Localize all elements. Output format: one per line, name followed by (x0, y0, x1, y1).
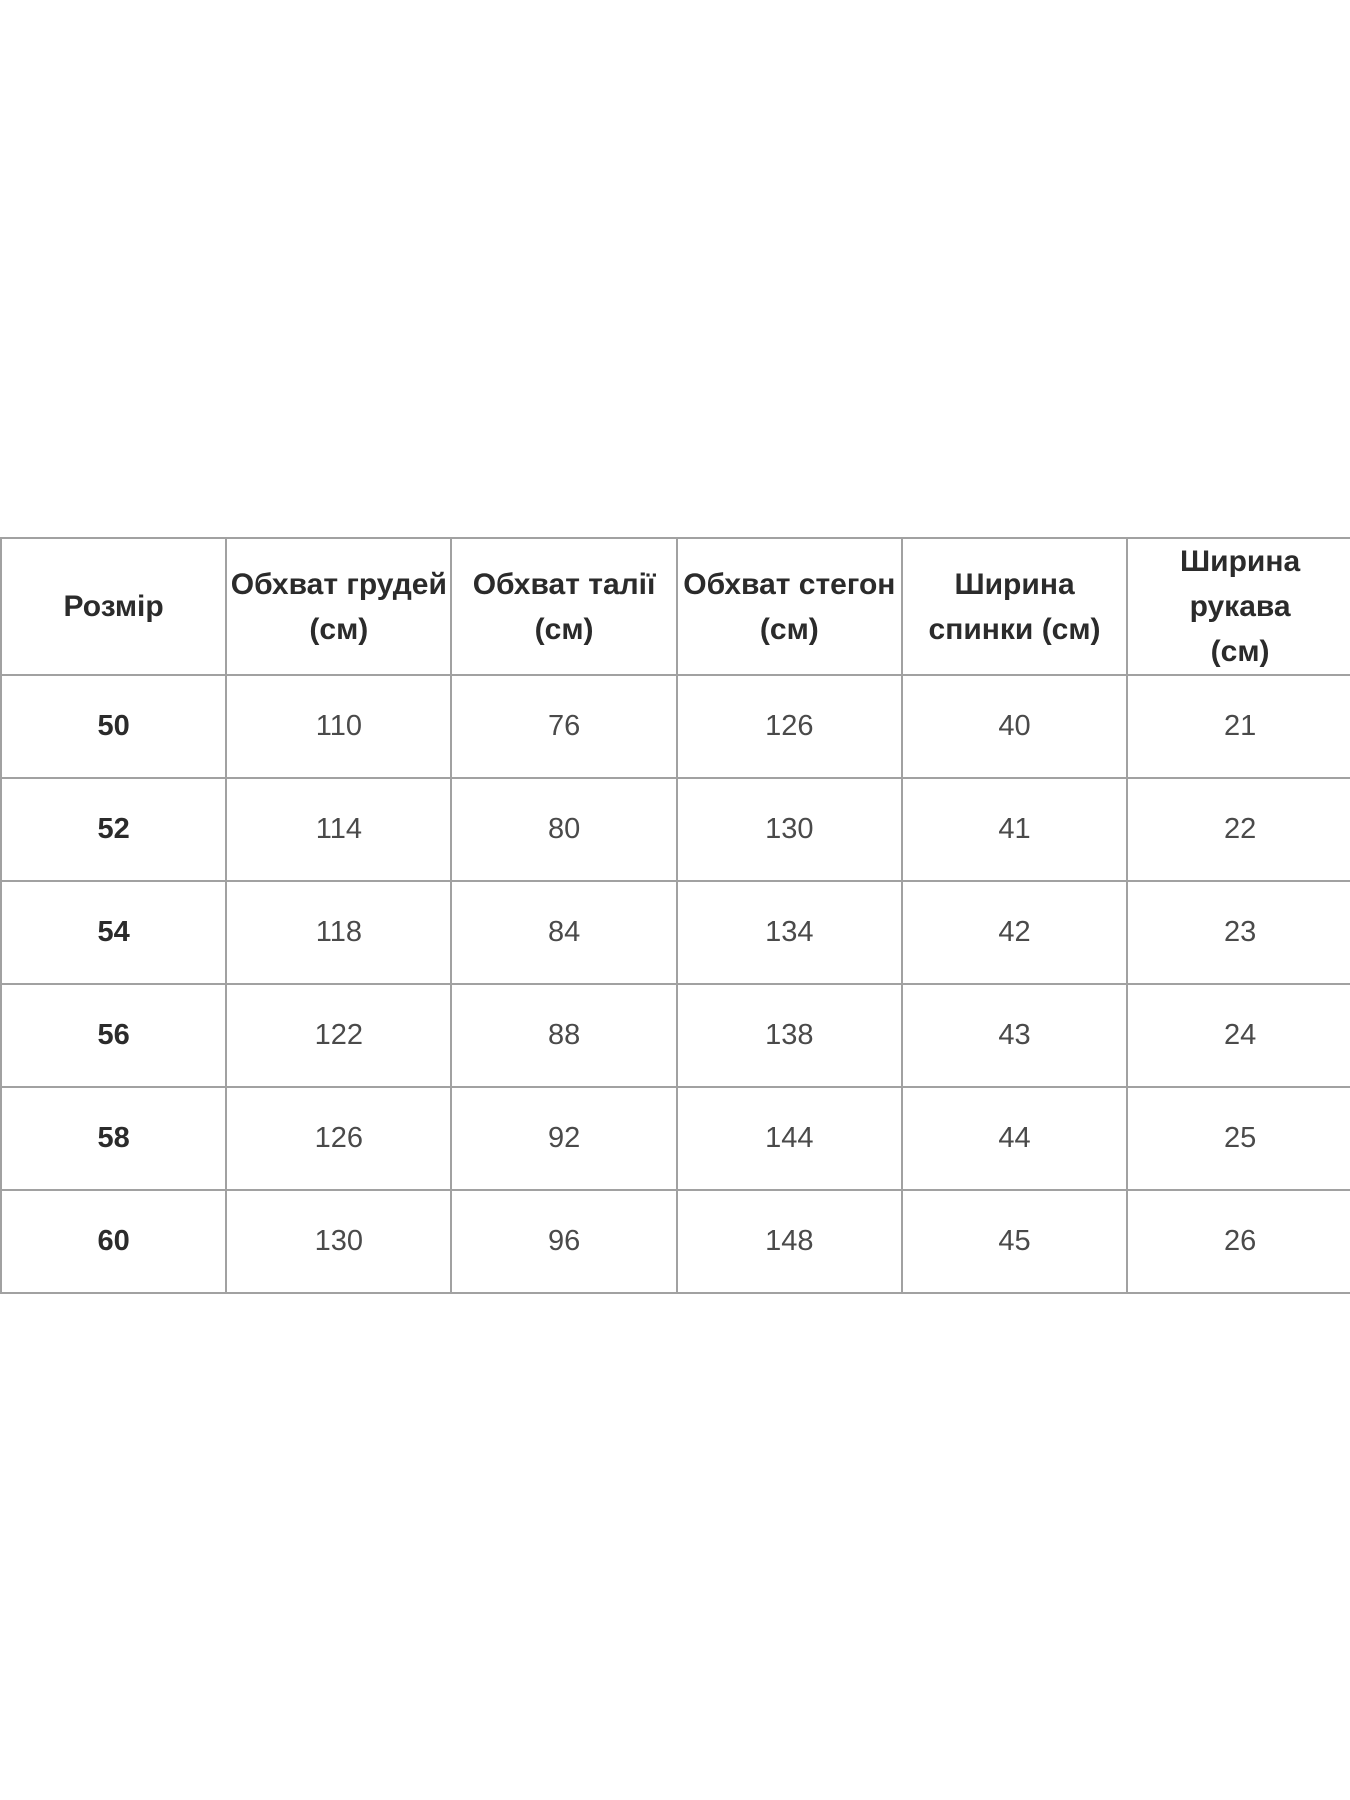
cell-waist: 84 (451, 881, 676, 984)
cell-sleeve-width: 23 (1127, 881, 1350, 984)
column-header-waist-line1: Обхват талії (472, 567, 656, 601)
column-header-size-label: Розмір (63, 590, 164, 623)
column-header-sleeve-width (1127, 538, 1350, 675)
cell-size: 52 (1, 778, 226, 881)
table-row-size-54 (1, 881, 1350, 984)
column-header-sleeve-width-line1: Ширина рукава (1180, 545, 1301, 623)
cell-chest: 122 (226, 984, 451, 1087)
column-header-chest (226, 538, 451, 675)
cell-chest: 110 (226, 675, 451, 778)
cell-sleeve-width: 24 (1127, 984, 1350, 1087)
cell-hips: 144 (677, 1087, 902, 1190)
column-header-size (1, 538, 226, 675)
cell-hips: 134 (677, 881, 902, 984)
column-header-sleeve-width-line2: (см) (1210, 635, 1270, 668)
cell-back-width: 43 (902, 984, 1127, 1087)
cell-back-width: 41 (902, 778, 1127, 881)
cell-size: 54 (1, 881, 226, 984)
cell-size: 58 (1, 1087, 226, 1190)
cell-hips: 148 (677, 1190, 902, 1293)
cell-sleeve-width: 22 (1127, 778, 1350, 881)
cell-back-width: 42 (902, 881, 1127, 984)
column-header-back-width (902, 538, 1127, 675)
cell-chest: 118 (226, 881, 451, 984)
cell-waist: 96 (451, 1190, 676, 1293)
column-header-hips (677, 538, 902, 675)
cell-waist: 76 (451, 675, 676, 778)
cell-hips: 130 (677, 778, 902, 881)
column-header-back-width-line2: спинки (см) (928, 612, 1101, 646)
cell-sleeve-width: 26 (1127, 1190, 1350, 1293)
cell-waist: 80 (451, 778, 676, 881)
cell-chest: 114 (226, 778, 451, 881)
table-row-size-50 (1, 675, 1350, 778)
cell-size: 60 (1, 1190, 226, 1293)
column-header-waist (451, 538, 676, 675)
cell-size: 56 (1, 984, 226, 1087)
cell-size: 50 (1, 675, 226, 778)
cell-back-width: 44 (902, 1087, 1127, 1190)
column-header-waist-line2: (см) (534, 612, 594, 646)
column-header-chest-line1: Обхват грудей (230, 567, 447, 601)
size-chart-table (0, 537, 1350, 1294)
column-header-hips-line2: (см) (759, 612, 819, 646)
table-row-size-56 (1, 984, 1350, 1087)
column-header-hips-line1: Обхват стегон (683, 567, 896, 601)
column-header-back-width-line1: Ширина (954, 567, 1075, 601)
cell-chest: 126 (226, 1087, 451, 1190)
cell-back-width: 45 (902, 1190, 1127, 1293)
column-header-chest-line2: (см) (309, 612, 369, 646)
cell-sleeve-width: 21 (1127, 675, 1350, 778)
table-row-size-52 (1, 778, 1350, 881)
table-row-size-58 (1, 1087, 1350, 1190)
cell-waist: 88 (451, 984, 676, 1087)
cell-hips: 126 (677, 675, 902, 778)
cell-hips: 138 (677, 984, 902, 1087)
header-row (1, 538, 1350, 675)
table-row-size-60 (1, 1190, 1350, 1293)
cell-chest: 130 (226, 1190, 451, 1293)
cell-back-width: 40 (902, 675, 1127, 778)
cell-waist: 92 (451, 1087, 676, 1190)
cell-sleeve-width: 25 (1127, 1087, 1350, 1190)
